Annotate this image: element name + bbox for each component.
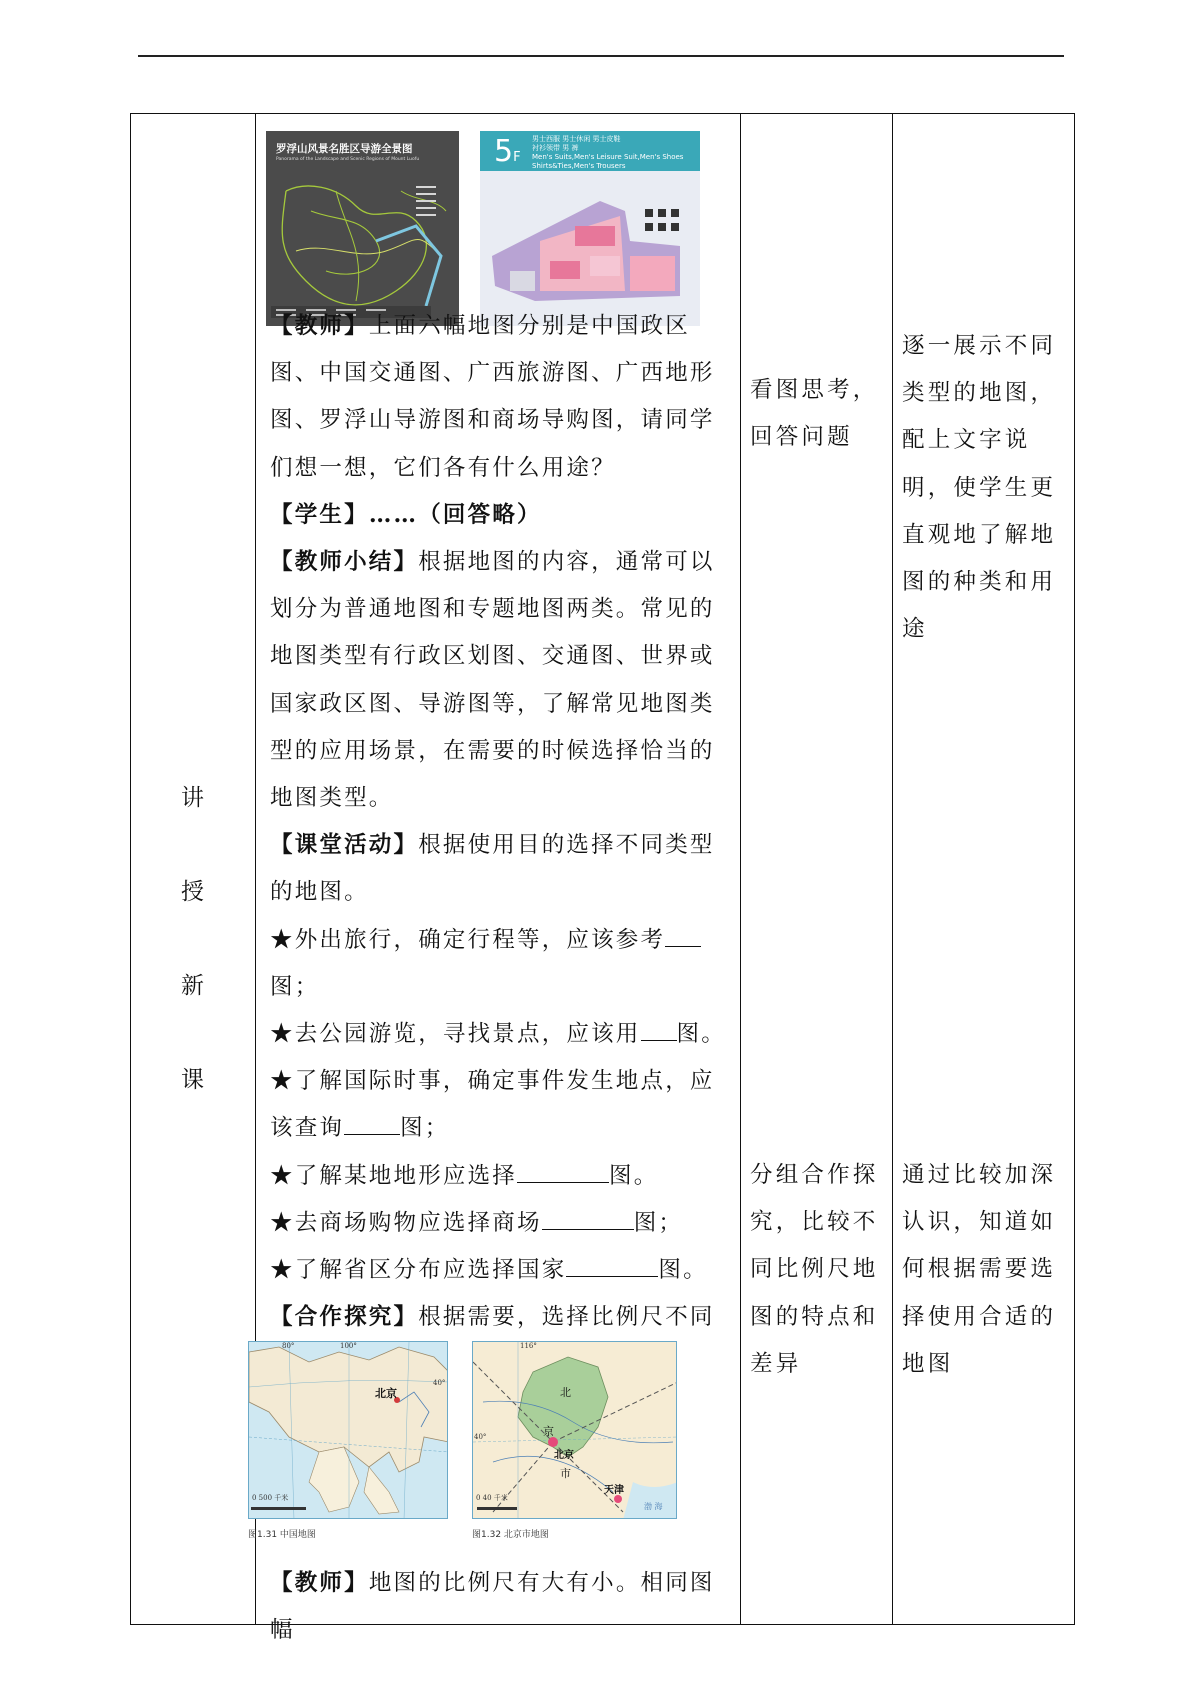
mall-categories-cn-2: 衬衫领带 男 裤 xyxy=(532,144,579,152)
teacher-label: 【教师】 xyxy=(270,313,369,339)
beijing-map-lon: 116° xyxy=(520,1342,537,1350)
teacher-label: 【教师】 xyxy=(270,1570,369,1596)
table-right-border xyxy=(1074,113,1075,1625)
activity-item-suffix: 图。 xyxy=(676,1021,726,1048)
china-map-beijing-label: 北京 xyxy=(375,1387,397,1400)
activity-item-suffix: 图； xyxy=(400,1115,450,1142)
lesson-table xyxy=(130,113,1075,1644)
class-activity xyxy=(270,822,730,916)
answer-blank xyxy=(517,1162,609,1183)
beijing-city-label: 北京 xyxy=(554,1450,574,1461)
teaching-content xyxy=(270,303,730,1389)
activity-item-text: ★了解某地地形应选择 xyxy=(270,1162,518,1189)
teacher-summary xyxy=(270,539,730,822)
student-activity-1 xyxy=(750,367,880,461)
beijing-region-char-3: 市 xyxy=(560,1467,571,1480)
teacher-summary-label: 【教师小结】 xyxy=(270,549,419,576)
mall-floor-plan xyxy=(480,131,700,326)
luofu-map-subtitle: Panorama of the Landscape and Scenic Regions of Mount Luofu xyxy=(276,157,420,162)
beijing-region-char-2: 京 xyxy=(543,1425,554,1438)
luofu-tour-map xyxy=(266,131,459,326)
beijing-map-scale: 0 40 千米 xyxy=(476,1494,508,1502)
luofu-route-drawing xyxy=(266,131,459,326)
china-map-lon2: 100° xyxy=(340,1342,357,1350)
class-activity-text: 根据使用目的选择不同类型的地图。 xyxy=(270,832,715,906)
design-intent-2 xyxy=(902,1152,1062,1388)
header-rule xyxy=(138,55,1064,57)
mall-categories-en-2: Shirts&Ties,Men's Trousers xyxy=(532,162,626,170)
activity-item xyxy=(270,917,730,1011)
answer-blank xyxy=(542,1209,634,1230)
teacher-scale-note xyxy=(270,1560,730,1654)
beijing-map-caption: 图1.32 北京市地图 xyxy=(472,1530,549,1540)
section-label xyxy=(130,751,255,1127)
answer-blank xyxy=(566,1256,658,1277)
luofu-map-title: 罗浮山风景名胜区导游全景图 xyxy=(276,143,413,155)
table-divider-2 xyxy=(740,113,741,1625)
answer-blank xyxy=(641,1020,677,1041)
student-activity-2 xyxy=(750,1152,880,1388)
activity-item-text: ★了解省区分布应选择国家 xyxy=(270,1257,567,1284)
floor-suffix: F xyxy=(513,150,521,165)
cooperative-inquiry-label: 【合作探究】 xyxy=(270,1304,419,1331)
teacher-question xyxy=(270,303,730,492)
mall-categories-cn-1: 男士西服 男士休闲 男士皮鞋 xyxy=(532,135,621,143)
bohai-sea-label: 渤 海 xyxy=(644,1502,663,1511)
answer-blank xyxy=(665,926,701,947)
activity-item-text: ★外出旅行，确定行程等，应该参考 xyxy=(270,926,666,953)
activity-item xyxy=(270,1200,730,1247)
answer-blank xyxy=(344,1114,400,1135)
activity-item-text: ★去公园游览，寻找景点，应该用 xyxy=(270,1021,641,1048)
china-map-figure xyxy=(248,1341,448,1541)
floor-digit: 5 xyxy=(494,134,514,169)
china-map-lat: 40° xyxy=(433,1379,446,1387)
student-label: 【学生】 xyxy=(270,501,369,528)
table-divider-3 xyxy=(892,113,893,1625)
section-char: 新 xyxy=(181,973,204,999)
design-intent-1 xyxy=(902,323,1062,653)
student-activity-text: 看图思考，回答问题 xyxy=(750,377,879,451)
beijing-map-figure xyxy=(472,1341,677,1541)
beijing-region-char-1: 北 xyxy=(560,1386,571,1399)
mall-categories-en-1: Men's Suits,Men's Leisure Suit,Men's Shoes xyxy=(532,153,684,161)
table-top-border xyxy=(130,113,1075,114)
teacher-question-text: 上面六幅地图分别是中国政区图、中国交通图、广西旅游图、广西地形图、罗浮山导游图和商场导购图，请同学们想一想，它们各有什么用途？ xyxy=(270,313,715,481)
activity-item xyxy=(270,1011,730,1058)
student-answer xyxy=(270,492,730,539)
student-activity-text: 分组合作探究，比较不同比例尺地图的特点和差异 xyxy=(750,1162,879,1377)
cooperative-inquiry-text: 根据需要，选择比例尺不同 xyxy=(418,1304,715,1331)
section-char: 课 xyxy=(181,1067,204,1093)
activity-item xyxy=(270,1153,730,1200)
activity-item-suffix: 图。 xyxy=(658,1257,708,1284)
teacher-scale-paragraph xyxy=(270,1560,730,1654)
teacher-scale-text: 地图的比例尺有大有小。相同图幅 xyxy=(270,1570,715,1644)
china-map-scale: 0 500 千米 xyxy=(252,1494,289,1502)
china-map-lon1: 80° xyxy=(282,1342,295,1350)
tianjin-city-label: 天津 xyxy=(604,1485,624,1496)
china-map-caption: 图1.31 中国地图 xyxy=(248,1530,316,1540)
design-intent-text: 逐一展示不同类型的地图，配上文字说明，使学生更直观地了解地图的种类和用途 xyxy=(902,333,1057,643)
mall-floor-guide-map xyxy=(480,131,700,326)
activity-item-suffix: 图。 xyxy=(609,1162,659,1189)
class-activity-label: 【课堂活动】 xyxy=(270,832,419,859)
section-char: 讲 xyxy=(181,785,204,811)
activity-item xyxy=(270,1247,730,1294)
activity-item-text: ★去商场购物应选择商场 xyxy=(270,1209,542,1236)
design-intent-text: 通过比较加深认识，知道如何根据需要选择使用合适的地图 xyxy=(902,1162,1057,1377)
section-char: 授 xyxy=(181,879,204,905)
student-answer-text: ……（回答略） xyxy=(368,501,542,528)
activity-item-suffix: 图； xyxy=(270,973,320,1000)
activity-item xyxy=(270,1058,730,1152)
teacher-summary-text: 根据地图的内容，通常可以划分为普通地图和专题地图两类。常见的地图类型有行政区划图、交通图、世界或国家政区图、导游图等，了解常见地图类型的应用场景，在需要的时候选择恰当的地图类型。 xyxy=(270,549,715,812)
activity-item-text: ★了解国际时事，确定事件发生地点，应该查询 xyxy=(270,1068,715,1142)
activity-item-suffix: 图； xyxy=(633,1209,684,1236)
beijing-map-lat: 40° xyxy=(474,1433,487,1441)
